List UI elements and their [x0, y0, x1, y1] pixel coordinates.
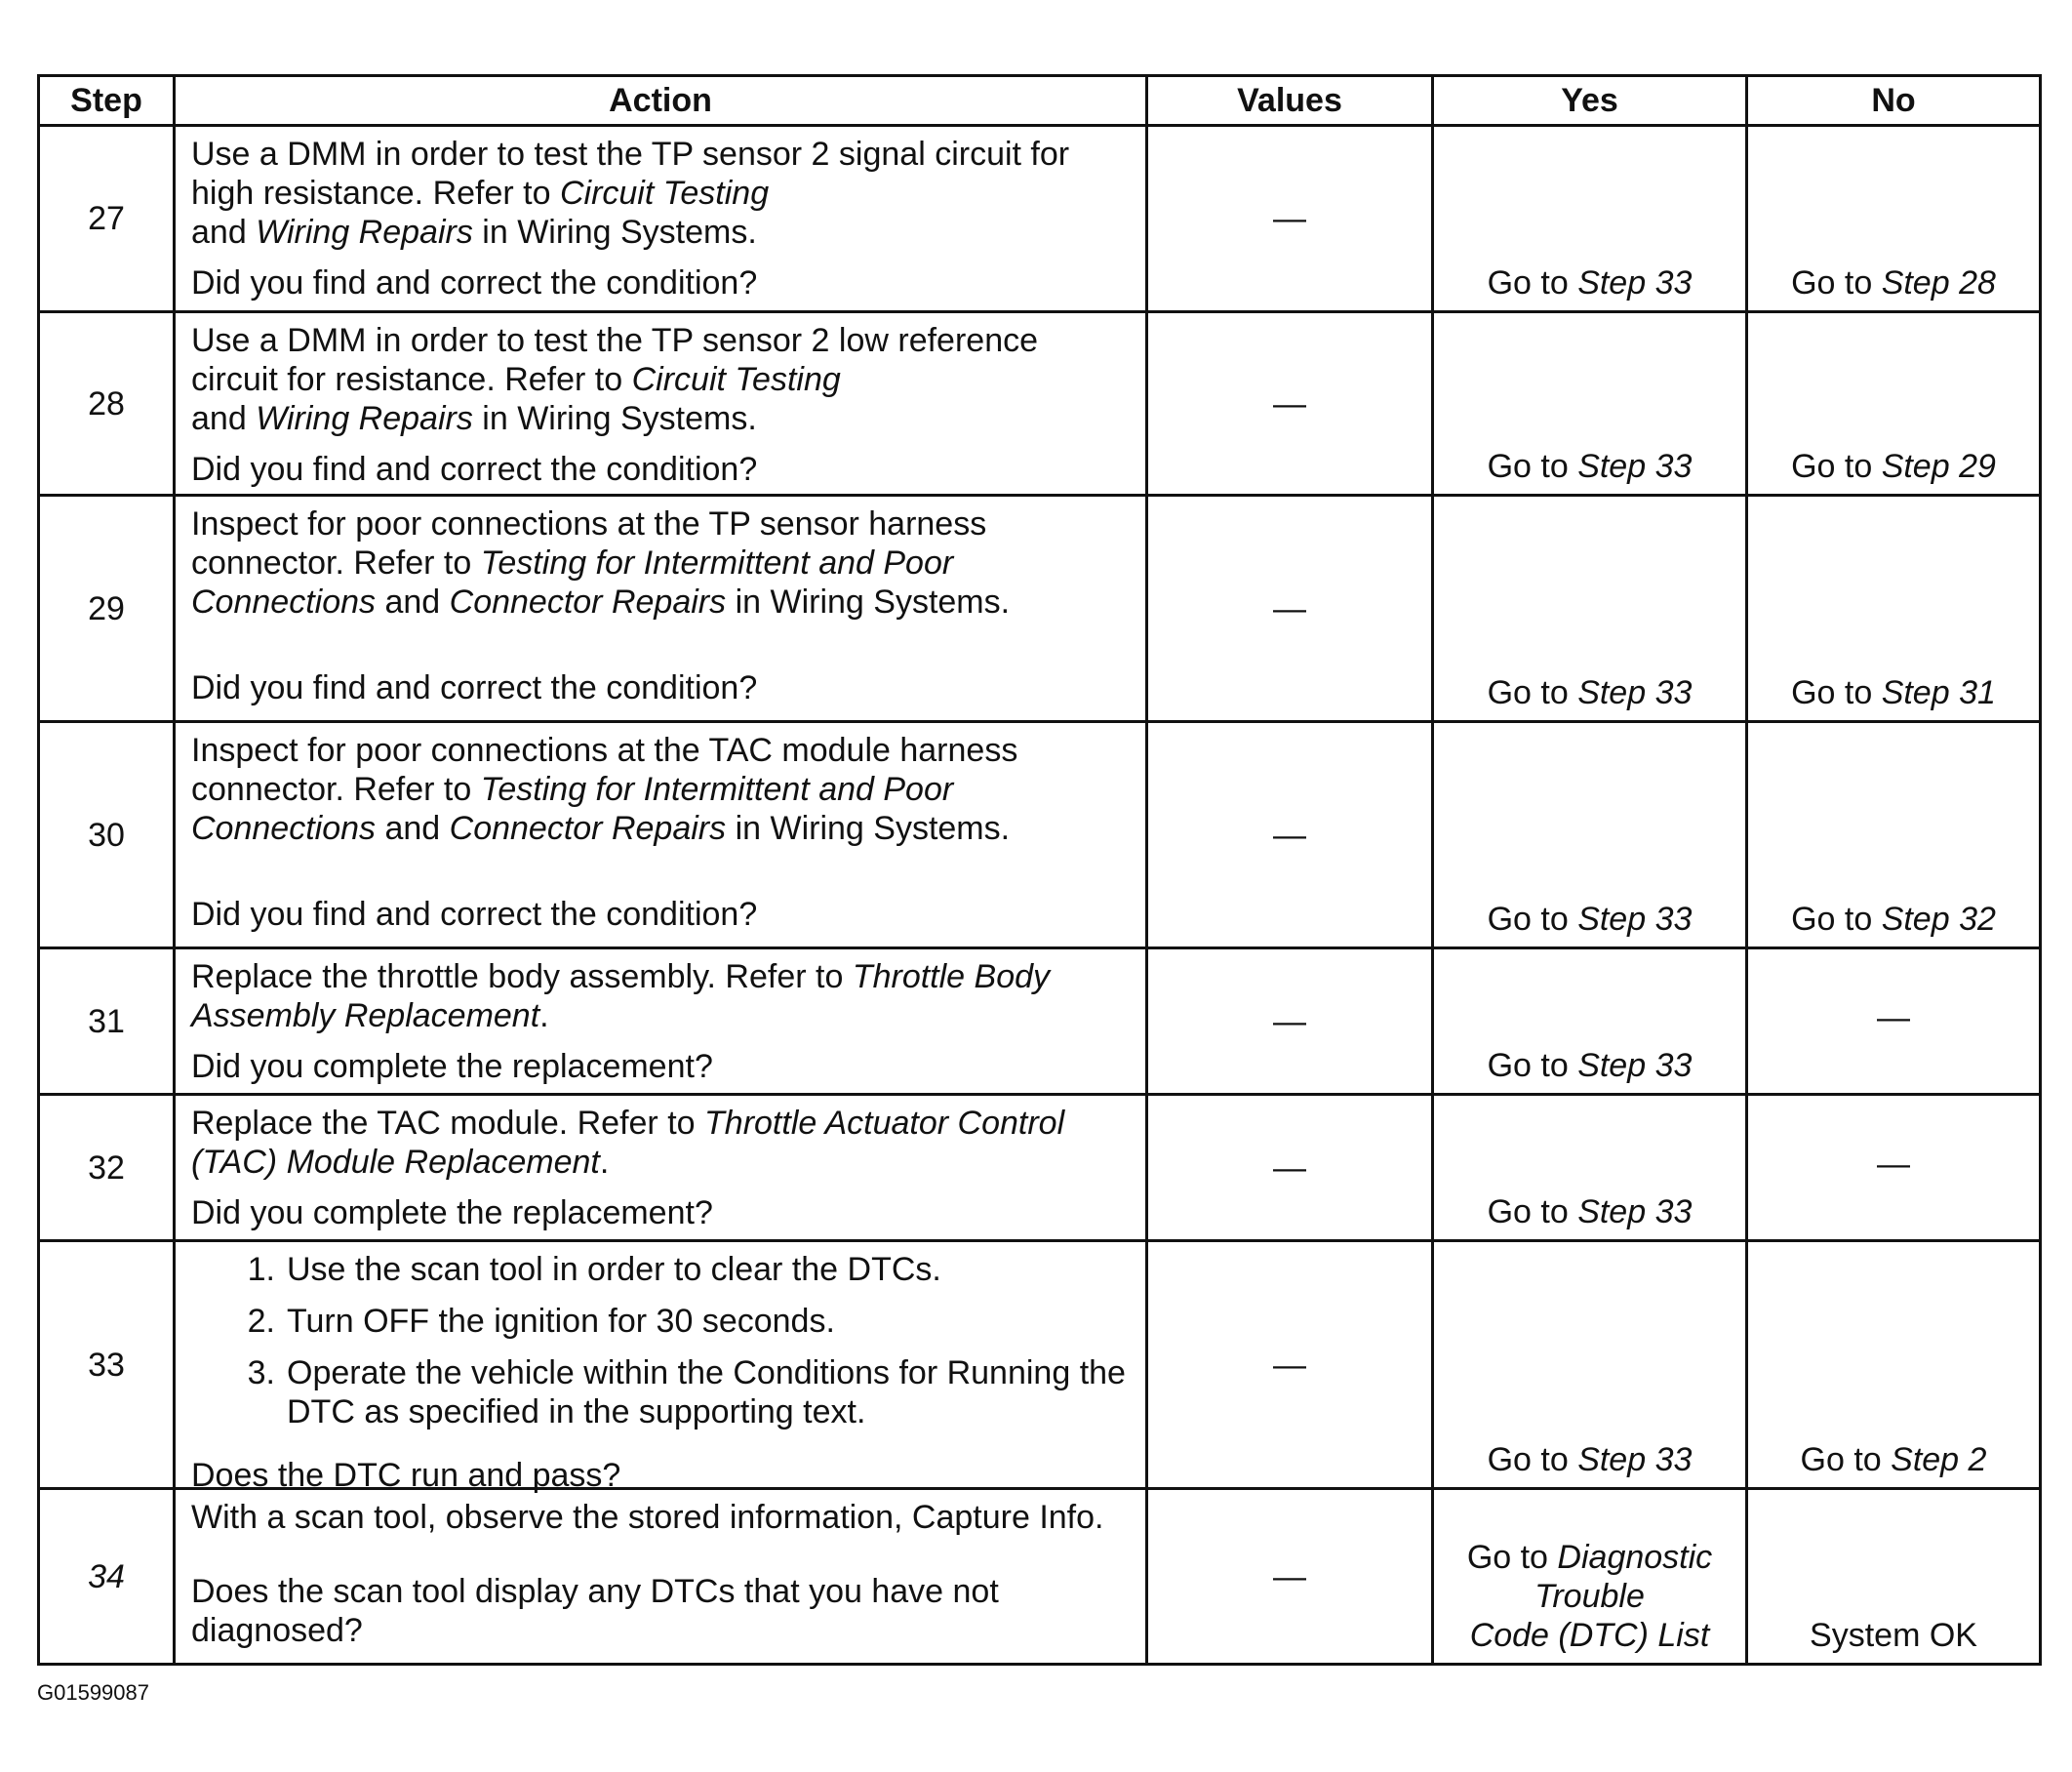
table-row	[39, 126, 2041, 312]
substep-number: 2.	[247, 1303, 275, 1340]
yes-cell: Go to Step 33	[1433, 496, 1747, 722]
step-number: 33	[39, 1241, 175, 1489]
figure-id: G01599087	[37, 1680, 149, 1705]
action-cell	[175, 312, 1147, 496]
action-text: Inspect for poor connections at the TAC module harness connector. Refer to Testing for Intermittent and Poor Connections and Connector Repairs in Wiring Systems.	[191, 732, 1018, 847]
header-yes: Yes	[1433, 76, 1747, 126]
table-row	[39, 948, 2041, 1095]
yes-cell: Go to Step 33	[1433, 312, 1747, 496]
table-row	[39, 722, 2041, 948]
values-cell: —	[1147, 1241, 1433, 1489]
yes-cell: Go to Step 33	[1433, 948, 1747, 1095]
values-cell: —	[1147, 1489, 1433, 1665]
values-cell: —	[1147, 722, 1433, 948]
action-question: Does the scan tool display any DTCs that you have not diagnosed?	[191, 1573, 999, 1649]
action-question: Does the DTC run and pass?	[191, 1457, 621, 1494]
values-cell: —	[1147, 496, 1433, 722]
values-cell: —	[1147, 126, 1433, 312]
header-action: Action	[175, 76, 1147, 126]
substep-number: 1.	[247, 1251, 275, 1288]
no-cell: Go to Step 31	[1747, 496, 2041, 722]
action-cell	[175, 1489, 1147, 1665]
action-text: Use a DMM in order to test the TP sensor 2 low reference circuit for resistance. Refer to Circuit Testing and Wiring Repairs in Wiring Systems.	[191, 322, 1039, 437]
substep-text: Turn OFF the ignition for 30 seconds.	[287, 1303, 835, 1340]
yes-cell: Go to Step 33	[1433, 1095, 1747, 1241]
action-cell	[175, 126, 1147, 312]
action-cell	[175, 496, 1147, 722]
action-cell	[175, 1241, 1147, 1494]
table-row	[39, 1095, 2041, 1241]
step-number: 31	[39, 948, 175, 1095]
action-text: With a scan tool, observe the stored information, Capture Info.	[191, 1499, 1104, 1536]
step-number: 32	[39, 1095, 175, 1241]
header-no: No	[1747, 76, 2041, 126]
step-number: 27	[39, 126, 175, 312]
action-question: Did you find and correct the condition?	[191, 451, 758, 488]
step-number: 28	[39, 312, 175, 496]
values-cell: —	[1147, 312, 1433, 496]
no-cell: —	[1747, 1095, 2041, 1241]
action-question: Did you find and correct the condition?	[191, 264, 758, 302]
yes-cell: Go to Diagnostic Trouble Code (DTC) List	[1433, 1489, 1747, 1665]
action-question: Did you find and correct the condition?	[191, 669, 758, 706]
header-row	[39, 76, 2041, 126]
yes-cell: Go to Step 33	[1433, 1241, 1747, 1489]
table-row	[39, 1241, 2041, 1489]
substep-item	[191, 1302, 1132, 1341]
action-question: Did you complete the replacement?	[191, 1194, 713, 1231]
substep-text: Operate the vehicle within the Conditions for Running the DTC as specified in the supporting text.	[287, 1354, 1126, 1430]
values-cell: —	[1147, 948, 1433, 1095]
substep-item	[191, 1353, 1132, 1431]
action-cell	[175, 948, 1147, 1095]
substep-list	[191, 1250, 1132, 1431]
yes-cell: Go to Step 33	[1433, 722, 1747, 948]
action-cell	[175, 1095, 1147, 1241]
header-step: Step	[39, 76, 175, 126]
substep-text: Use the scan tool in order to clear the DTCs.	[287, 1251, 941, 1288]
table-row	[39, 312, 2041, 496]
step-number: 30	[39, 722, 175, 948]
action-question: Did you complete the replacement?	[191, 1048, 713, 1085]
no-cell: Go to Step 32	[1747, 722, 2041, 948]
action-text: Replace the throttle body assembly. Refer to Throttle Body Assembly Replacement.	[191, 958, 1051, 1034]
step-number: 29	[39, 496, 175, 722]
no-cell: System OK	[1747, 1489, 2041, 1665]
header-values: Values	[1147, 76, 1433, 126]
table-body	[39, 126, 2041, 1665]
no-cell: Go to Step 2	[1747, 1241, 2041, 1489]
substep-item	[191, 1250, 1132, 1289]
action-text: Use a DMM in order to test the TP sensor 2 signal circuit for high resistance. Refer to Circuit Testing and Wiring Repairs in Wiring Systems.	[191, 136, 1070, 251]
action-text: Inspect for poor connections at the TP sensor harness connector. Refer to Testing for Intermittent and Poor Connections and Connector Repairs in Wiring Systems.	[191, 505, 1011, 621]
diagnostic-table	[37, 74, 2042, 1666]
yes-cell: Go to Step 33	[1433, 126, 1747, 312]
action-text: Replace the TAC module. Refer to Throttle Actuator Control (TAC) Module Replacement.	[191, 1105, 1065, 1181]
values-cell: —	[1147, 1095, 1433, 1241]
no-cell: —	[1747, 948, 2041, 1095]
table-row	[39, 496, 2041, 722]
action-cell	[175, 722, 1147, 948]
substep-number: 3.	[247, 1354, 275, 1391]
table-row	[39, 1489, 2041, 1665]
no-cell: Go to Step 28	[1747, 126, 2041, 312]
step-number: 34	[39, 1489, 175, 1665]
action-question: Did you find and correct the condition?	[191, 896, 758, 933]
no-cell: Go to Step 29	[1747, 312, 2041, 496]
